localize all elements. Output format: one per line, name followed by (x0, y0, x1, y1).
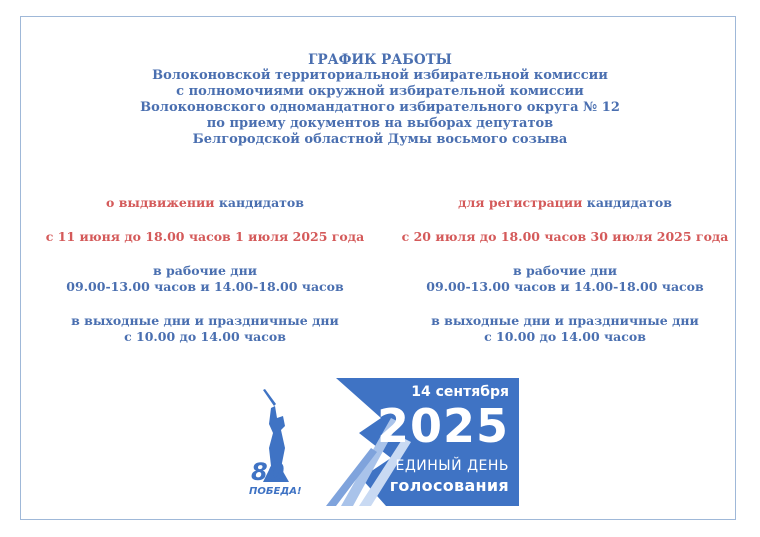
nomination-heading (35, 195, 375, 211)
registration-heading (395, 195, 735, 211)
workdays-label: в рабочие дни (152, 263, 258, 278)
weekend-hours: с 10.00 до 14.00 часов (484, 329, 646, 344)
nomination-workdays (35, 263, 375, 295)
workdays-hours: 09.00-13.00 часов и 14.00-18.00 часов (66, 279, 344, 294)
workdays-hours: 09.00-13.00 часов и 14.00-18.00 часов (426, 279, 704, 294)
title-line-6: Белгородской областной Думы восьмого созыва (192, 132, 568, 147)
nomination-prefix: о (106, 195, 119, 210)
nomination-suffix: кандидатов (214, 195, 304, 210)
title-line-4: Волоконовского одномандатного избирательного округа № 12 (140, 100, 620, 115)
registration-suffix: кандидатов (582, 195, 672, 210)
registration-column (395, 195, 735, 345)
weekend-hours: с 10.00 до 14.00 часов (124, 329, 286, 344)
title-heading: ГРАФИК РАБОТЫ (308, 52, 452, 68)
nomination-highlight: выдвижении (118, 195, 215, 210)
nomination-column (35, 195, 375, 345)
election-day-banner (241, 378, 519, 506)
weekend-label: в выходные дни и праздничные дни (431, 313, 699, 328)
registration-workdays (395, 263, 735, 295)
election-year: 2025 (376, 399, 509, 453)
victory-80-badge: 80 (251, 458, 285, 486)
title-line-2: Волоконовской территориальной избирательной комиссии (152, 68, 608, 83)
nomination-period: с 11 июня до 18.00 часов 1 июля 2025 года (45, 229, 365, 244)
voting-text: голосования (389, 476, 509, 495)
registration-weekends (395, 313, 735, 345)
workdays-label: в рабочие дни (512, 263, 618, 278)
registration-prefix: для (458, 195, 489, 210)
title-line-3: с полномочиями окружной избирательной комиссии (176, 84, 584, 99)
nomination-weekends (35, 313, 375, 345)
single-day-text: ЕДИНЫЙ ДЕНЬ (395, 458, 509, 474)
registration-highlight: регистрации (488, 195, 583, 210)
victory-word: ПОБЕДА! (249, 486, 302, 497)
title-line-5: по приему документов на выборах депутатов (206, 116, 554, 131)
election-date: 14 сентября (411, 384, 509, 400)
registration-period: с 20 июля до 18.00 часов 30 июля 2025 года (401, 229, 729, 244)
schedule-title (0, 52, 760, 148)
weekend-label: в выходные дни и праздничные дни (71, 313, 339, 328)
